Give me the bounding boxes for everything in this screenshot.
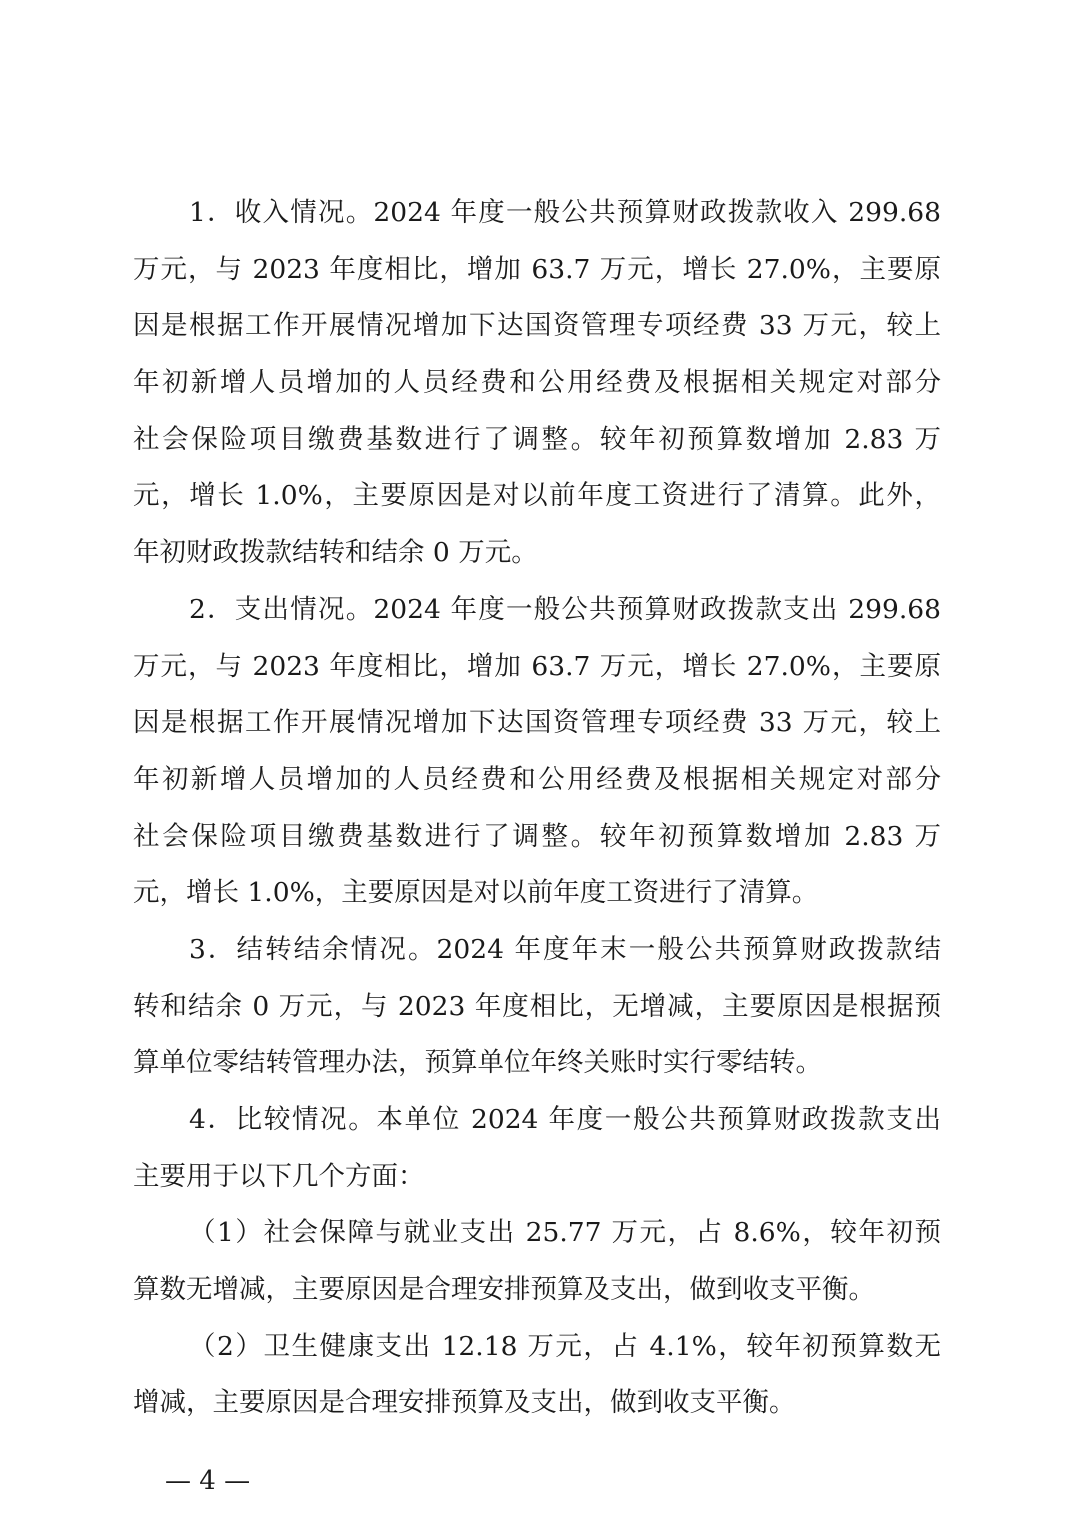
text-line: 元，增长 1.0%，主要原因是对以前年度工资进行了清算。此外， bbox=[133, 480, 941, 512]
text-line: 社会保险项目缴费基数进行了调整。较年初预算数增加 2.83 万 bbox=[133, 423, 941, 455]
paragraph-expenditure bbox=[133, 582, 941, 922]
paragraph-health bbox=[133, 1319, 941, 1432]
text-line: 3．结转结余情况。2024 年度年末一般公共预算财政拨款结 bbox=[189, 933, 941, 965]
text-line: 主要用于以下几个方面： bbox=[133, 1160, 425, 1192]
text-line: 元，增长 1.0%，主要原因是对以前年度工资进行了清算。 bbox=[133, 877, 819, 909]
text-line: （1）社会保障与就业支出 25.77 万元，占 8.6%，较年初预 bbox=[189, 1217, 941, 1249]
text-line: 算单位零结转管理办法，预算单位年终关账时实行零结转。 bbox=[133, 1047, 822, 1079]
text-line: 4．比较情况。本单位 2024 年度一般公共预算财政拨款支出 bbox=[189, 1104, 941, 1135]
text-line: 万元，与 2023 年度相比，增加 63.7 万元，增长 27.0%，主要原 bbox=[133, 650, 941, 682]
paragraph-income bbox=[133, 185, 941, 582]
paragraph-comparison bbox=[133, 1092, 941, 1205]
text-line: 转和结余 0 万元，与 2023 年度相比，无增减，主要原因是根据预 bbox=[133, 990, 941, 1022]
text-line: （2）卫生健康支出 12.18 万元，占 4.1%，较年初预算数无 bbox=[189, 1330, 941, 1362]
document-body bbox=[133, 185, 941, 1432]
paragraph-social-security bbox=[133, 1205, 941, 1318]
text-line: 算数无增减，主要原因是合理安排预算及支出，做到收支平衡。 bbox=[133, 1274, 875, 1306]
text-line: 社会保险项目缴费基数进行了调整。较年初预算数增加 2.83 万 bbox=[133, 820, 941, 852]
text-line: 万元，与 2023 年度相比，增加 63.7 万元，增长 27.0%，主要原 bbox=[133, 253, 941, 285]
text-line: 年初新增人员增加的人员经费和公用经费及根据相关规定对部分 bbox=[133, 763, 941, 795]
text-line: 年初新增人员增加的人员经费和公用经费及根据相关规定对部分 bbox=[133, 367, 941, 399]
page-number: — 4 — bbox=[165, 1466, 251, 1496]
text-line: 因是根据工作开展情况增加下达国资管理专项经费 33 万元，较上 bbox=[133, 310, 941, 342]
text-line: 2．支出情况。2024 年度一般公共预算财政拨款支出 299.68 bbox=[189, 593, 941, 625]
text-line: 因是根据工作开展情况增加下达国资管理专项经费 33 万元，较上 bbox=[133, 707, 941, 739]
text-line: 增减，主要原因是合理安排预算及支出，做到收支平衡。 bbox=[133, 1387, 796, 1419]
text-line: 1．收入情况。2024 年度一般公共预算财政拨款收入 299.68 bbox=[189, 197, 941, 228]
paragraph-carryover bbox=[133, 922, 941, 1092]
text-line: 年初财政拨款结转和结余 0 万元。 bbox=[133, 537, 538, 569]
